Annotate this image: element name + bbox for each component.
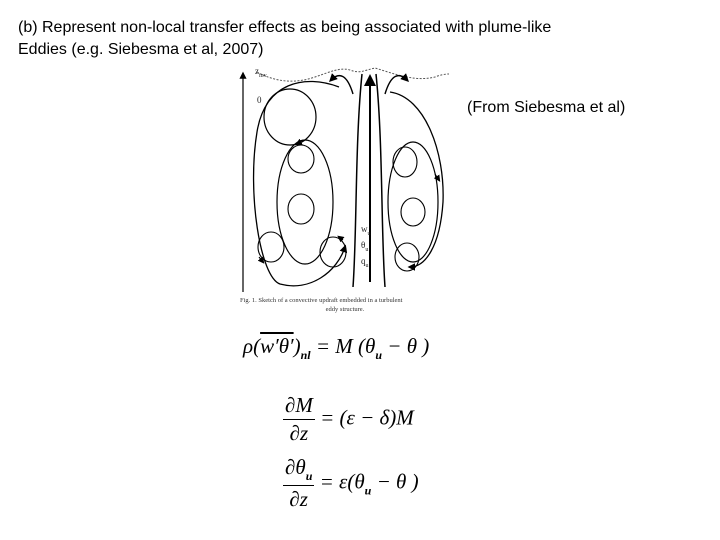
figure-caption [240,296,450,314]
eq1-rhs-tail: − θ ) [387,334,430,358]
eddy-right-3 [395,243,419,271]
slide-heading [18,17,708,61]
heading-line-1: (b) Represent non-local transfer effects as being associated with plume-like [18,19,552,36]
eq3-rhs: = ε(θ [319,469,365,494]
caption-line-2: eddy structure. [325,306,365,313]
eddy-right-1 [393,147,417,177]
eq2-fraction [283,393,315,446]
eq2-denominator: ∂z [289,421,309,445]
equation-updraft-theta [283,455,419,512]
eq1-rhs-subscript: u [375,348,383,362]
eq1-rhs: = M (θ [315,334,376,358]
eddy-large-right [390,92,443,267]
q-u-label: $q_u$ [361,256,369,269]
eddy-left-mid-1 [288,145,314,173]
eddy-left-mid-2 [288,194,314,224]
updraft-eddy-sketch [235,62,450,322]
eq3-rhs-subscript: u [364,483,372,498]
updraft-eddy-figure [235,62,450,322]
caption-line-1: Fig. 1. Sketch of a convective updraft embedded in a turbulent [240,297,403,304]
heading-line-2: Eddies (e.g. Siebesma et al, 2007) [18,41,264,58]
eq2-rhs: = (ε − δ)M [320,405,414,430]
z-inv-label: $z_{inv}$ [255,66,267,79]
equation-nonlocal-flux [243,334,429,363]
equation-mass-flux [283,393,414,446]
eddy-left-top [264,89,316,145]
updraft-right-wall [376,74,385,287]
eq2-numerator: ∂M [283,393,315,420]
source-note: (From Siebesma et al) [467,99,626,116]
zero-label: 0 [257,95,262,105]
top-overturn-right [385,76,407,94]
eq3-rhs-tail: − θ ) [376,469,419,494]
eq1-subscript: nl [300,348,311,362]
eq1-open-paren: ( [253,334,261,358]
eq3-denominator: ∂z [289,487,308,511]
eq1-close-paren: ) [293,334,301,358]
eddy-right-mid-outer [388,142,438,262]
eddy-left-mid-outer [277,140,333,264]
eq1-rho: ρ [243,334,254,358]
eq3-fraction [283,455,314,512]
inversion-line [257,68,449,81]
w-u-label: $w_u$ [361,224,371,237]
eddy-left-bottom [258,232,284,262]
eddy-center-bottom [320,237,346,267]
eq3-numerator: $\partial\theta_u$ [283,455,314,486]
eddy-right-2 [401,198,425,226]
eq1-flux: w′θ′ [260,334,294,358]
theta-u-label: $\theta_u$ [361,240,369,253]
